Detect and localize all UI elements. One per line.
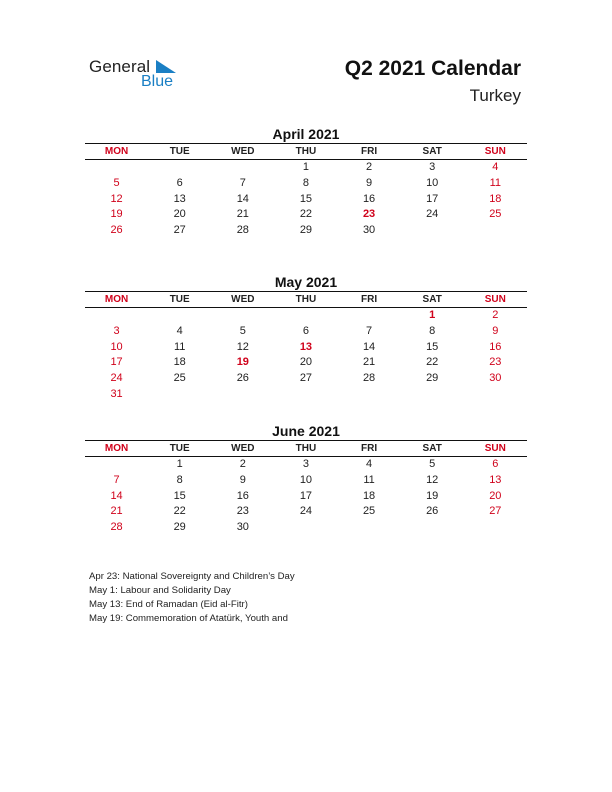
holiday-note: May 1: Labour and Solidarity Day — [89, 585, 231, 596]
day-cell: 24 — [299, 505, 313, 518]
weekday-header: WED — [231, 443, 255, 454]
day-cell: 22 — [299, 208, 313, 221]
logo-triangle-icon — [156, 60, 176, 73]
day-cell: 11 — [489, 176, 502, 189]
day-cell: 17 — [299, 489, 313, 502]
day-cell: 7 — [366, 324, 373, 337]
day-cell — [211, 160, 274, 176]
day-cell: 29 — [173, 521, 186, 534]
day-cell: 26 — [110, 224, 123, 237]
day-cell — [274, 387, 337, 403]
day-cell: 19 — [236, 356, 249, 369]
day-cell: 19 — [426, 489, 439, 502]
month-title: April 2021 — [272, 126, 340, 142]
weekday-header: SUN — [484, 443, 506, 454]
weekday-header: THU — [295, 294, 317, 305]
day-cell — [401, 520, 464, 536]
weekday-header: WED — [231, 294, 255, 305]
day-cell — [211, 387, 274, 403]
day-cell: 20 — [489, 489, 502, 502]
day-cell: 27 — [173, 224, 186, 237]
day-cell: 2 — [366, 161, 373, 173]
day-cell: 8 — [429, 324, 436, 337]
day-cell — [148, 387, 211, 403]
day-cell: 24 — [426, 208, 439, 221]
day-cell: 2 — [492, 309, 499, 321]
day-cell: 1 — [429, 309, 436, 321]
day-grid — [85, 308, 527, 403]
month-title: May 2021 — [274, 274, 338, 290]
day-cell: 17 — [110, 356, 123, 369]
weekday-header-row — [85, 143, 527, 160]
day-cell: 4 — [492, 161, 499, 173]
day-cell: 21 — [362, 356, 376, 369]
weekday-header: SAT — [422, 443, 442, 454]
day-cell — [85, 457, 148, 473]
day-cell: 15 — [299, 192, 313, 205]
day-cell — [464, 223, 527, 239]
day-cell: 23 — [362, 208, 376, 221]
day-cell: 14 — [110, 489, 123, 502]
weekday-header: MON — [104, 443, 129, 454]
month-june — [85, 422, 527, 536]
weekday-header: FRI — [361, 443, 378, 454]
logo-blue-text: Blue — [141, 73, 174, 90]
day-cell — [148, 160, 211, 176]
day-cell: 16 — [489, 340, 502, 353]
weekday-header: THU — [295, 443, 317, 454]
day-cell: 11 — [363, 473, 375, 486]
day-cell: 17 — [426, 192, 439, 205]
day-cell: 5 — [429, 458, 436, 470]
day-cell: 12 — [236, 340, 249, 353]
day-cell: 7 — [113, 473, 120, 486]
day-cell: 18 — [489, 192, 502, 205]
day-cell: 24 — [110, 372, 123, 385]
day-cell — [148, 308, 211, 324]
day-cell: 14 — [236, 192, 249, 205]
day-cell: 15 — [173, 489, 186, 502]
day-cell: 8 — [302, 176, 309, 189]
day-cell: 6 — [302, 324, 309, 337]
day-cell: 27 — [489, 505, 502, 518]
day-cell: 26 — [236, 372, 249, 385]
day-cell: 11 — [173, 340, 186, 353]
day-cell: 12 — [426, 473, 439, 486]
day-cell: 7 — [239, 176, 246, 189]
day-cell: 1 — [176, 458, 183, 470]
day-grid — [85, 160, 527, 239]
day-cell: 20 — [173, 208, 186, 221]
day-cell: 13 — [173, 192, 186, 205]
day-cell — [274, 520, 337, 536]
day-cell: 9 — [492, 324, 499, 337]
day-cell: 27 — [299, 372, 313, 385]
country-name: Turkey — [469, 86, 521, 105]
day-cell: 4 — [366, 458, 373, 470]
day-cell: 30 — [362, 224, 376, 237]
day-cell: 23 — [489, 356, 502, 369]
day-cell: 10 — [299, 473, 313, 486]
day-cell: 21 — [236, 208, 249, 221]
day-cell: 14 — [362, 340, 376, 353]
day-cell: 13 — [299, 340, 313, 353]
day-cell: 5 — [239, 324, 246, 337]
weekday-header: MON — [104, 294, 129, 305]
day-cell: 28 — [236, 224, 249, 237]
month-title: June 2021 — [272, 423, 340, 439]
day-cell: 16 — [236, 489, 249, 502]
weekday-header: SUN — [484, 146, 506, 157]
day-cell: 31 — [110, 387, 123, 400]
logo-general-text: General — [89, 57, 151, 76]
day-cell: 22 — [426, 356, 439, 369]
month-may — [85, 273, 527, 403]
day-cell: 10 — [426, 176, 439, 189]
holiday-note: Apr 23: National Sovereignty and Children’s Day — [89, 571, 295, 582]
day-cell: 13 — [489, 473, 502, 486]
day-cell — [85, 160, 148, 176]
day-cell: 25 — [173, 372, 186, 385]
day-cell — [401, 223, 464, 239]
weekday-header: SAT — [422, 294, 442, 305]
month-april — [85, 125, 527, 239]
day-cell: 8 — [176, 473, 183, 486]
day-cell: 4 — [176, 324, 183, 337]
day-cell: 9 — [366, 176, 373, 189]
day-cell: 3 — [302, 458, 309, 470]
weekday-header: SAT — [422, 146, 442, 157]
day-cell: 25 — [489, 208, 502, 221]
weekday-header: TUE — [169, 443, 190, 454]
day-cell: 28 — [110, 521, 123, 534]
holiday-notes — [89, 570, 295, 626]
day-cell: 18 — [173, 356, 186, 369]
holiday-note: May 13: End of Ramadan (Eid al-Fitr) — [89, 599, 248, 610]
page-title: Q2 2021 Calendar — [344, 57, 521, 80]
holiday-note: May 19: Commemoration of Atatürk, Youth and — [89, 613, 288, 624]
day-cell: 20 — [299, 356, 313, 369]
weekday-header: WED — [231, 146, 255, 157]
day-cell — [85, 308, 148, 324]
weekday-header-row — [85, 440, 527, 457]
day-cell: 29 — [299, 224, 313, 237]
weekday-header: SUN — [484, 294, 506, 305]
day-cell — [464, 520, 527, 536]
day-cell — [338, 387, 401, 403]
day-cell — [211, 308, 274, 324]
weekday-header-row — [85, 291, 527, 308]
day-cell — [338, 520, 401, 536]
weekday-header: TUE — [169, 294, 190, 305]
day-cell: 25 — [362, 505, 376, 518]
day-cell — [464, 387, 527, 403]
day-cell: 21 — [110, 505, 123, 518]
day-cell: 15 — [426, 340, 439, 353]
weekday-header: TUE — [169, 146, 190, 157]
weekday-header: FRI — [361, 294, 378, 305]
day-cell: 6 — [492, 458, 499, 470]
day-cell: 9 — [239, 473, 246, 486]
day-cell — [401, 387, 464, 403]
day-cell: 22 — [173, 505, 186, 518]
weekday-header: MON — [104, 146, 129, 157]
day-cell: 28 — [362, 372, 376, 385]
day-cell: 5 — [113, 176, 120, 189]
day-cell — [338, 308, 401, 324]
day-cell: 19 — [110, 208, 123, 221]
day-cell: 29 — [426, 372, 439, 385]
day-cell: 3 — [113, 324, 120, 337]
weekday-header: FRI — [361, 146, 378, 157]
day-cell: 23 — [236, 505, 249, 518]
day-cell: 10 — [110, 340, 123, 353]
day-cell: 30 — [489, 372, 502, 385]
day-cell: 18 — [362, 489, 376, 502]
day-cell: 16 — [362, 192, 376, 205]
day-cell: 26 — [426, 505, 439, 518]
day-cell: 30 — [236, 521, 249, 534]
day-cell: 12 — [110, 192, 123, 205]
day-cell: 6 — [176, 176, 183, 189]
day-cell: 3 — [429, 161, 436, 173]
day-grid — [85, 457, 527, 536]
logo — [89, 57, 199, 93]
day-cell: 1 — [302, 161, 309, 173]
day-cell — [274, 308, 337, 324]
weekday-header: THU — [295, 146, 317, 157]
day-cell: 2 — [239, 458, 246, 470]
